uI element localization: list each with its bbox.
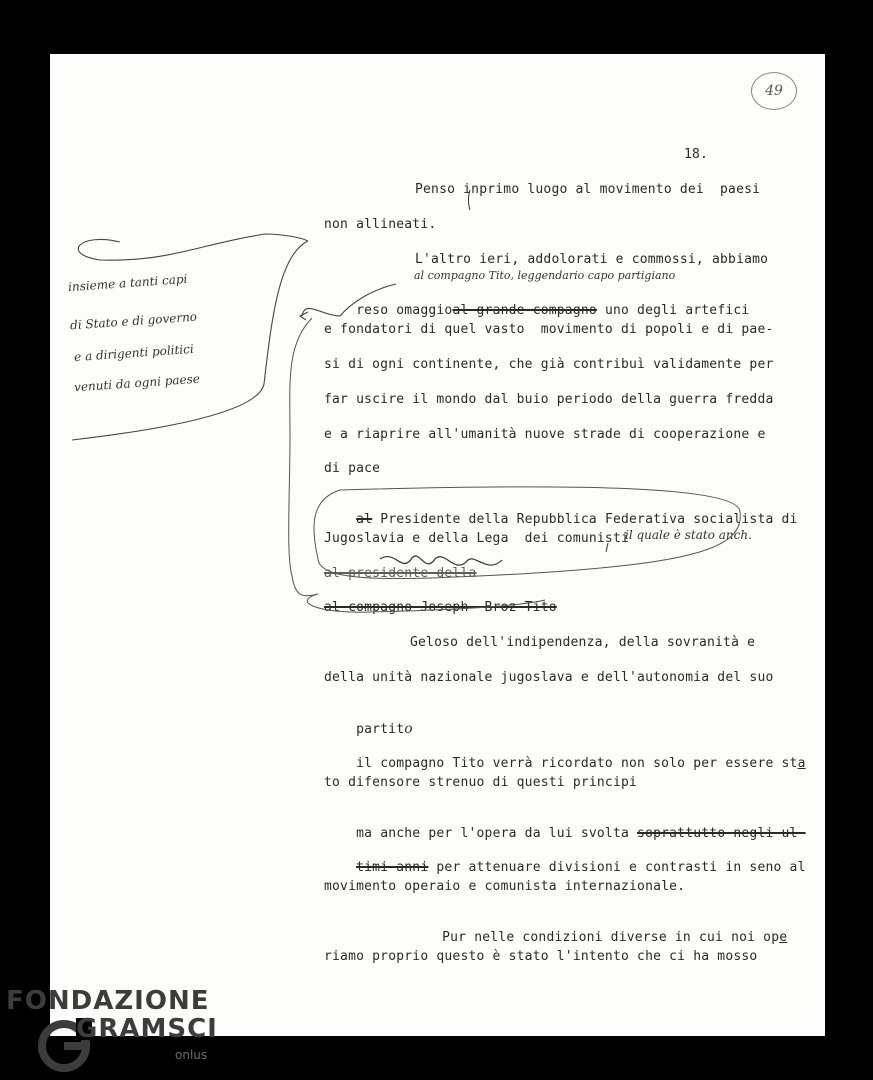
text-fragment: ma anche per l'opera da lui svolta [356,826,638,841]
circled-page-number [751,72,797,110]
handwritten-insertion: il quale è stato anch. [625,528,752,542]
underlined-text: a [797,756,806,771]
handwritten-insertion: al compagno Tito, leggendario capo partigiano [414,269,676,282]
text-fragment: partit [356,722,405,737]
struck-text: soprattutto negli ul- [637,826,806,841]
text-line: si di ogni continente, che già contribuì validamente per [324,357,774,372]
text-line: di pace [324,461,381,476]
text-line: e a riaprire all'umanità nuove strade di cooperazione e [324,427,766,442]
text-line: Geloso dell'indipendenza, della sovranità e [410,635,756,650]
insertion-arrow-head [300,312,308,320]
watermark-line1: FONDAZIONE [6,986,210,1016]
circled-page-number-text: 49 [765,83,783,99]
text-fragment: per attenuare divisioni e contrasti in seno al [428,860,806,875]
margin-curve-lower [69,241,308,440]
watermark-line2: GRAMSCI [76,1014,218,1044]
struck-text: al [356,512,373,527]
margin-note-line: di Stato e di governo [69,309,198,333]
text-fragment: Presidente della Repubblica Federativa socialista di [372,512,798,527]
struck-text-line: al compagno Joseph Broz Tito [324,600,557,615]
margin-curve-upper [78,234,308,260]
text-fragment: uno degli artefici [596,303,750,318]
text-line: della unità nazionale jugoslava e dell'autonomia del suo [324,670,774,685]
text-line: riamo proprio questo è stato l'intento che ci ha mosso [324,949,758,964]
struck-text: al grande compagno [452,303,597,318]
text-line: e fondatori di quel vasto movimento di popoli e di pae- [324,322,774,337]
document-page [50,54,825,1036]
text-line: Penso inprimo luogo al movimento dei paesi [415,182,761,197]
struck-text-line: al presidente della [324,566,477,581]
text-line: non allineati. [324,217,437,232]
page-number: 18. [684,147,709,162]
text-fragment: Pur nelle condizioni diverse in cui noi op [442,930,780,945]
watermark-line3: onlus [175,1048,208,1062]
text-line: to difensore strenuo di questi principi [324,775,638,790]
scribble-deletion [380,556,502,565]
text-line: L'altro ieri, addolorati e commossi, abbiamo [415,252,769,267]
handwritten-letter: o [404,721,413,737]
text-fragment: il compagno Tito verrà ricordato non solo per essere st [356,756,798,771]
text-line: Jugoslavia e della Lega dei comunisti [324,531,630,546]
text-line: far uscire il mondo dal buio periodo della guerra fredda [324,392,774,407]
struck-text: timi anni [356,860,429,875]
text-fragment: reso omaggio [356,303,453,318]
margin-note-line: e a dirigenti politici [73,341,195,365]
underlined-text: e [779,930,788,945]
text-line: movimento operaio e comunista internazionale. [324,879,686,894]
margin-note-line: venuti da ogni paese [73,371,201,395]
margin-note-line: insieme a tanti capi [67,271,188,295]
